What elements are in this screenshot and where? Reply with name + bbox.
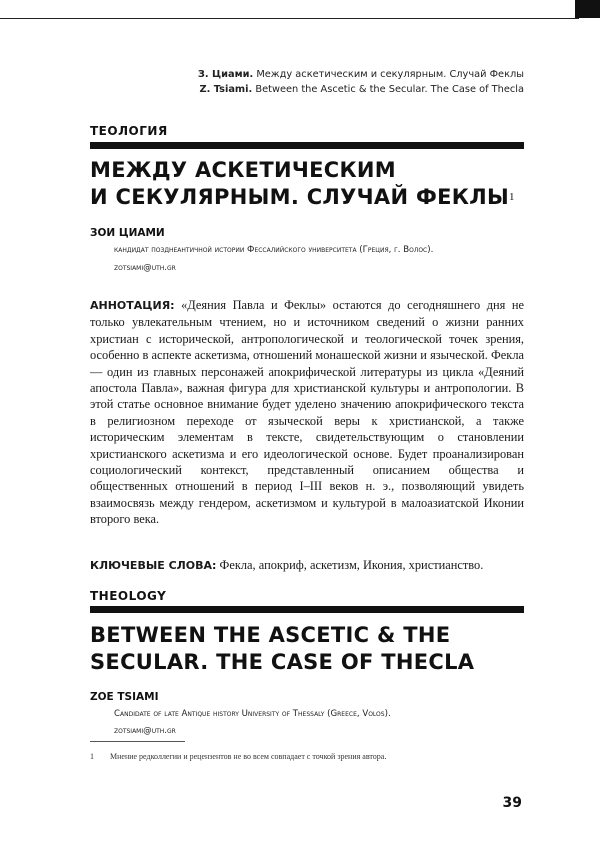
running-head-ru <box>198 67 524 82</box>
running-head-en-title: Between the Ascetic & the Secular. The Case of Thecla <box>255 84 524 95</box>
footnote-mark: 1 <box>90 752 94 761</box>
keywords-ru <box>90 557 530 574</box>
article-title-ru-line1: МЕЖДУ АСКЕТИЧЕСКИМ <box>90 158 396 182</box>
footnote-rule <box>90 741 185 742</box>
section-rule-ru <box>90 142 524 149</box>
corner-tab <box>575 0 600 18</box>
affiliation-en: Candidate of late Antique history University of Thessaly (Greece, Volos). <box>114 709 391 719</box>
page-number: 39 <box>502 795 522 811</box>
abstract-text: «Деяния Павла и Феклы» остаются до сегодняшнего дня не только увлекательным чтением, но и источником сведений о жизни ранних христиан с исторической, антропологической и теологической точек зрения, особенно в аспекте аскетизма, отношений монашеской жизни и языческой. Фекла — один из главных персонажей апокрифической литературы из цикла «Деяний апостола Павла», важная фигура для христианской культуры и антропологии. В этой статье основное внимание будет уделено значению апокрифического текста в религиозном переходе от языческой веры к христианской, а также историческим элементам в тексте, свидетельствующим о становлении христианского аскетизма и его идеологической основе. Будет проанализирован социологический контекст, представленный описанием общества и общественных отношений в период I–III веков н. э., позволяющий увидеть взаимосвязь между гендером, аскетизмом и культурой в малоазиатской Иконии второго века. <box>90 298 524 527</box>
footnote-text: Мнение редколлегии и рецензентов не во всем совпадает с точкой зрения автора. <box>110 752 387 761</box>
page-border <box>0 0 579 19</box>
article-title-en-line1: BETWEEN THE ASCETIC & THE <box>90 623 451 647</box>
footnote <box>90 752 530 761</box>
author-affiliation-ru <box>114 243 433 275</box>
footnote-ref[interactable]: 1 <box>509 191 515 203</box>
affiliation-ru: кандидат позднеантичной истории Фессалийского университета (Греция, г. Волос). <box>114 245 434 255</box>
running-head-ru-author: З. Циами. <box>197 69 254 80</box>
author-name-en: ZOE TSIAMI <box>90 691 159 703</box>
article-title-ru-line2: И СЕКУЛЯРНЫМ. СЛУЧАЙ ФЕКЛЫ$^1$ <box>90 185 515 209</box>
email-en[interactable]: zotsiami@uth.gr <box>114 726 176 736</box>
abstract-label: АННОТАЦИЯ: <box>90 299 175 312</box>
author-name-ru: ЗОИ ЦИАМИ <box>90 227 165 239</box>
section-label-ru: ТЕОЛОГИЯ <box>90 124 168 138</box>
keywords-text: Фекла, апокриф, аскетизм, Икония, христианство. <box>219 558 484 572</box>
section-label-en: THEOLOGY <box>90 589 167 603</box>
running-head-ru-title: Между аскетическим и секулярным. Случай Феклы <box>256 69 524 80</box>
article-title-en-line2: SECULAR. THE CASE OF THECLA <box>90 650 475 674</box>
running-head <box>198 67 524 97</box>
keywords-label: КЛЮЧЕВЫЕ СЛОВА: <box>90 559 217 572</box>
abstract-ru <box>90 297 524 528</box>
section-rule-en <box>90 606 524 613</box>
article-title-en <box>90 622 530 676</box>
running-head-en <box>198 82 524 97</box>
running-head-en-author: Z. Tsiami. <box>199 84 253 95</box>
article-title-ru <box>90 157 530 211</box>
email-ru[interactable]: zotsiami@uth.gr <box>114 263 176 273</box>
author-affiliation-en <box>114 707 391 738</box>
